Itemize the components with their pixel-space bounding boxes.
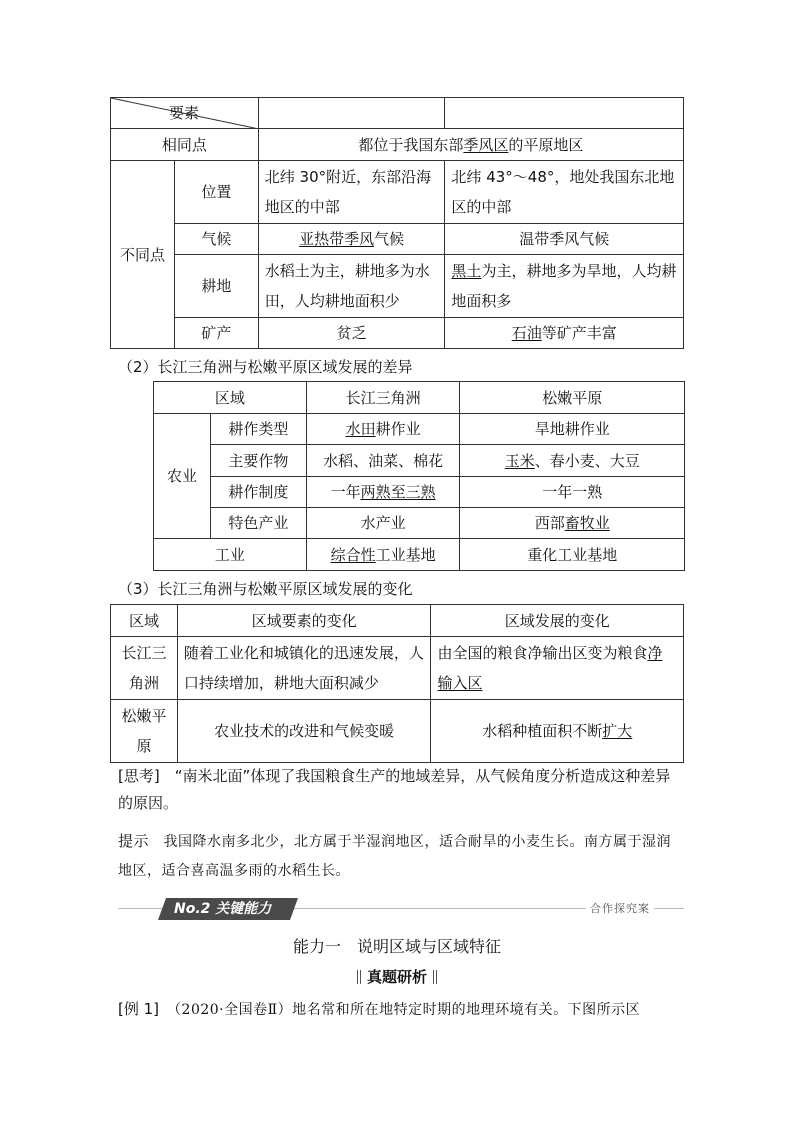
study-bar-left <box>357 970 361 984</box>
empty-header-a <box>258 98 445 129</box>
example-paragraph <box>118 995 684 1024</box>
row-label-climate: 气候 <box>174 224 258 255</box>
same-label: 相同点 <box>111 129 259 161</box>
location-b: 北纬 43°～48°，地处我国东北地区的中部 <box>445 161 684 224</box>
head-element-change: 区域要素的变化 <box>177 605 431 637</box>
development-table <box>153 381 685 571</box>
cell-a: 一年两熟至三熟 <box>306 477 460 508</box>
climate-b: 温带季风气候 <box>445 224 684 255</box>
empty-header-b <box>445 98 684 129</box>
head-region: 区域 <box>111 605 178 637</box>
comparison-table <box>110 97 684 349</box>
minerals-a: 贫乏 <box>258 318 445 349</box>
diff-label: 不同点 <box>111 161 175 349</box>
cell-b: 玉米、春小麦、大豆 <box>460 445 685 477</box>
region-yangtze: 长江三角洲 <box>111 637 178 700</box>
cell-a: 水稻、油菜、棉花 <box>306 445 460 477</box>
row-label-farmland: 耕地 <box>174 255 258 318</box>
think-text: “南米北面”体现了我国粮食生产的地域差异，从气候角度分析造成这种差异的原因。 <box>118 767 671 812</box>
region-songnen: 松嫩平原 <box>111 700 178 763</box>
dev-change-songnen: 水稻种植面积不断扩大 <box>431 700 684 763</box>
example-text: （2020·全国卷Ⅱ）地名常和所在地特定时期的地理环境有关。下图所示区 <box>174 1002 641 1018</box>
banner-label: No.2 关键能力 <box>174 901 272 917</box>
row-label: 耕作制度 <box>210 477 306 508</box>
location-a: 北纬 30°附近，东部沿海地区的中部 <box>258 161 445 224</box>
hint-text: 我国降水南多北少，北方属于半湿润地区，适合耐旱的小麦生长。南方属于湿润地区，适合喜高温多雨的水稻生长。 <box>118 834 672 879</box>
hint-paragraph <box>118 827 684 886</box>
row-label-minerals: 矿产 <box>174 318 258 349</box>
row-label: 耕作类型 <box>210 414 306 445</box>
agri-label: 农业 <box>154 414 211 539</box>
ability-title: 能力一 说明区域与区域特征 <box>292 937 501 956</box>
section3-title: （3）长江三角洲与松嫩平原区域发展的变化 <box>118 580 413 598</box>
row-label: 主要作物 <box>210 445 306 477</box>
hint-label: 提示 <box>118 832 150 850</box>
farmland-b: 黑土为主，耕地多为旱地，人均耕地面积多 <box>445 255 684 318</box>
cell-b: 旱地耕作业 <box>460 414 685 445</box>
industry-b: 重化工业基地 <box>460 539 685 571</box>
diagonal-header-cell <box>111 98 259 129</box>
cell-a: 水田耕作业 <box>306 414 460 445</box>
same-text: 都位于我国东部季风区的平原地区 <box>258 129 683 161</box>
change-table <box>110 604 684 763</box>
study-bar-right <box>433 970 437 984</box>
farmland-a: 水稻土为主，耕地多为水田，人均耕地面积少 <box>258 255 445 318</box>
minerals-b: 石油等矿产丰富 <box>445 318 684 349</box>
cell-a: 水产业 <box>306 508 460 539</box>
example-label: [例 1] <box>118 1000 160 1018</box>
section2-title: （2）长江三角洲与松嫩平原区域发展的差异 <box>118 358 413 376</box>
section-banner <box>118 898 684 920</box>
header-label: 要素 <box>169 104 200 122</box>
think-label: [思考] <box>118 767 160 785</box>
study-title-wrap <box>0 965 794 989</box>
element-change-yangtze: 随着工业化和城镇化的迅速发展，人口持续增加，耕地大面积减少 <box>177 637 431 700</box>
row-label-location: 位置 <box>174 161 258 224</box>
head-songnen: 松嫩平原 <box>460 382 685 414</box>
climate-a: 亚热带季风气候 <box>258 224 445 255</box>
think-paragraph <box>118 763 684 817</box>
cell-b: 一年一熟 <box>460 477 685 508</box>
study-title: 真题研析 <box>366 968 427 986</box>
dev-change-yangtze: 由全国的粮食净输出区变为粮食净输入区 <box>431 637 684 700</box>
industry-label: 工业 <box>154 539 307 571</box>
row-label: 特色产业 <box>210 508 306 539</box>
head-yangtze: 长江三角洲 <box>306 382 460 414</box>
head-dev-change: 区域发展的变化 <box>431 605 684 637</box>
element-change-songnen: 农业技术的改进和气候变暖 <box>177 700 431 763</box>
industry-a: 综合性工业基地 <box>306 539 460 571</box>
head-region: 区域 <box>154 382 307 414</box>
banner-right: 合作探究案 <box>586 900 654 918</box>
cell-b: 西部畜牧业 <box>460 508 685 539</box>
